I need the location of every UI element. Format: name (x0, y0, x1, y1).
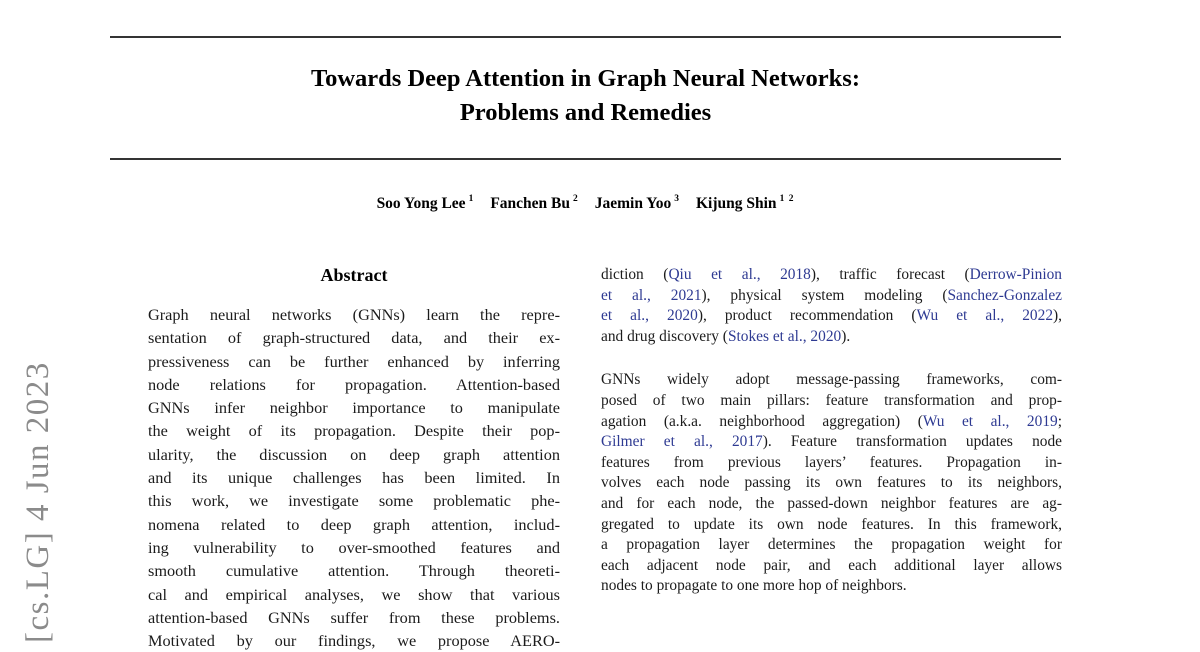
top-rule (110, 36, 1061, 38)
abstract-text-line: this work, we investigate some problematic phe- (148, 491, 560, 511)
text-segment: GNNs widely adopt message-passing frameworks, com- (601, 371, 1062, 389)
citation-link[interactable]: Derrow-Pinion (969, 266, 1062, 283)
body-text-line (601, 473, 1062, 494)
citation-link[interactable]: Stokes et al., 2020 (727, 327, 842, 345)
citation-link[interactable]: Sanchez-Gonzalez (947, 286, 1062, 304)
citation-link[interactable]: Wu et al., 2022 (916, 307, 1054, 325)
abstract-text-line: sentation of graph-structured data, and their ex- (148, 328, 560, 348)
text-segment: and drug discovery ( (601, 327, 728, 345)
abstract-text-line: GNNs infer neighbor importance to manipulate (148, 398, 560, 418)
author-name: Fanchen Bu $^2$ (490, 194, 579, 212)
text-segment: gregated to update its own node features. In this framework, (601, 515, 1062, 533)
abstract-text-line: smooth cumulative attention. Through theoreti- (148, 561, 560, 581)
author-name: Jaemin Yoo $^3$ (594, 194, 680, 212)
body-text-line (601, 432, 1062, 453)
author-name: Soo Yong Lee $^1$ (376, 194, 475, 212)
abstract-text-line: Motivated by our findings, we propose AERO- (148, 631, 560, 651)
author-affiliation-superscript: 3 (674, 194, 680, 204)
text-segment: agation (a.k.a. neighborhood aggregation) ( (601, 412, 923, 430)
abstract-heading: Abstract (320, 265, 388, 285)
author-affiliation-superscript: 1 2 (779, 194, 795, 204)
text-segment: and for each node, the passed-down neighbor features are ag- (601, 494, 1062, 512)
body-text-line (601, 265, 1062, 286)
arxiv-watermark: [cs.LG] 4 Jun 2023 (20, 361, 56, 643)
citation-link[interactable]: Gilmer et al., 2017 (601, 433, 763, 451)
citation-link[interactable]: et al., 2021 (601, 286, 702, 304)
text-segment: posed of two main pillars: feature transformation and prop- (601, 391, 1062, 409)
citation-link[interactable]: Wu et al., 2019 (922, 412, 1058, 430)
text-segment: volves each node passing its own features to its neighbors, (601, 474, 1062, 492)
text-segment: ), (1053, 307, 1062, 325)
text-segment: features from previous layers’ features. Propagation in- (601, 453, 1062, 471)
abstract-text-line: ing vulnerability to over-smoothed features and (148, 537, 560, 557)
body-text-line (601, 535, 1062, 556)
citation-link[interactable]: et al., 2020 (601, 307, 698, 325)
text-segment: a propagation layer determines the propagation weight for (601, 536, 1062, 554)
abstract-text-line: ularity, the discussion on deep graph attention (148, 444, 560, 464)
author-line (110, 194, 1061, 213)
body-text-line (601, 576, 1062, 597)
paper-title (110, 62, 1061, 130)
body-text-line (601, 494, 1062, 515)
body-text-line (601, 391, 1062, 412)
abstract-body (148, 303, 560, 652)
body-text-line (601, 306, 1062, 327)
body-paragraph (601, 370, 1062, 597)
author-affiliation-superscript: 1 (468, 194, 475, 204)
body-text-line (601, 327, 1062, 348)
abstract-text-line: pressiveness can be further enhanced by inferring (148, 351, 560, 371)
body-paragraph (601, 265, 1062, 347)
abstract-text-line: cal and empirical analyses, we show that various (148, 584, 560, 604)
body-text-line (601, 286, 1062, 307)
paper-title-line2: Problems and Remedies (459, 99, 712, 126)
body-text-line (601, 412, 1062, 433)
text-segment: diction ( (601, 266, 669, 283)
paper-title-line1: Towards Deep Attention in Graph Neural Networks: (311, 65, 860, 92)
text-segment: ), traffic forecast ( (810, 266, 970, 283)
text-segment: ; (1057, 412, 1062, 430)
title-bottom-rule (110, 158, 1061, 160)
body-text-line (601, 556, 1062, 577)
body-text-line (601, 453, 1062, 474)
text-segment: ), product recommendation ( (697, 307, 917, 325)
abstract-text-line: Graph neural networks (GNNs) learn the repre- (148, 305, 560, 324)
introduction-column (601, 265, 1062, 597)
abstract-text-line: nomena related to deep graph attention, includ- (148, 514, 560, 534)
body-text-line (601, 515, 1062, 536)
citation-link[interactable]: Qiu et al., 2018 (668, 266, 811, 283)
abstract-text-line: attention-based GNNs suffer from these problems. (148, 607, 560, 627)
abstract-text-line: the weight of its propagation. Despite their pop- (148, 421, 560, 441)
text-segment: nodes to propagate to one more hop of neighbors. (601, 577, 907, 595)
text-segment: ), physical system modeling ( (701, 286, 948, 304)
abstract-text-line: node relations for propagation. Attention-based (148, 374, 560, 394)
body-text-line (601, 370, 1062, 391)
abstract-text-line: and its unique challenges has been limited. In (148, 468, 560, 488)
author-name: Kijung Shin $^{1 2}$ (696, 194, 795, 212)
text-segment: ). (841, 327, 851, 345)
text-segment: ). Feature transformation updates node (762, 433, 1062, 451)
text-segment: each adjacent node pair, and each additional layer allows (601, 556, 1062, 574)
author-affiliation-superscript: 2 (573, 194, 579, 204)
